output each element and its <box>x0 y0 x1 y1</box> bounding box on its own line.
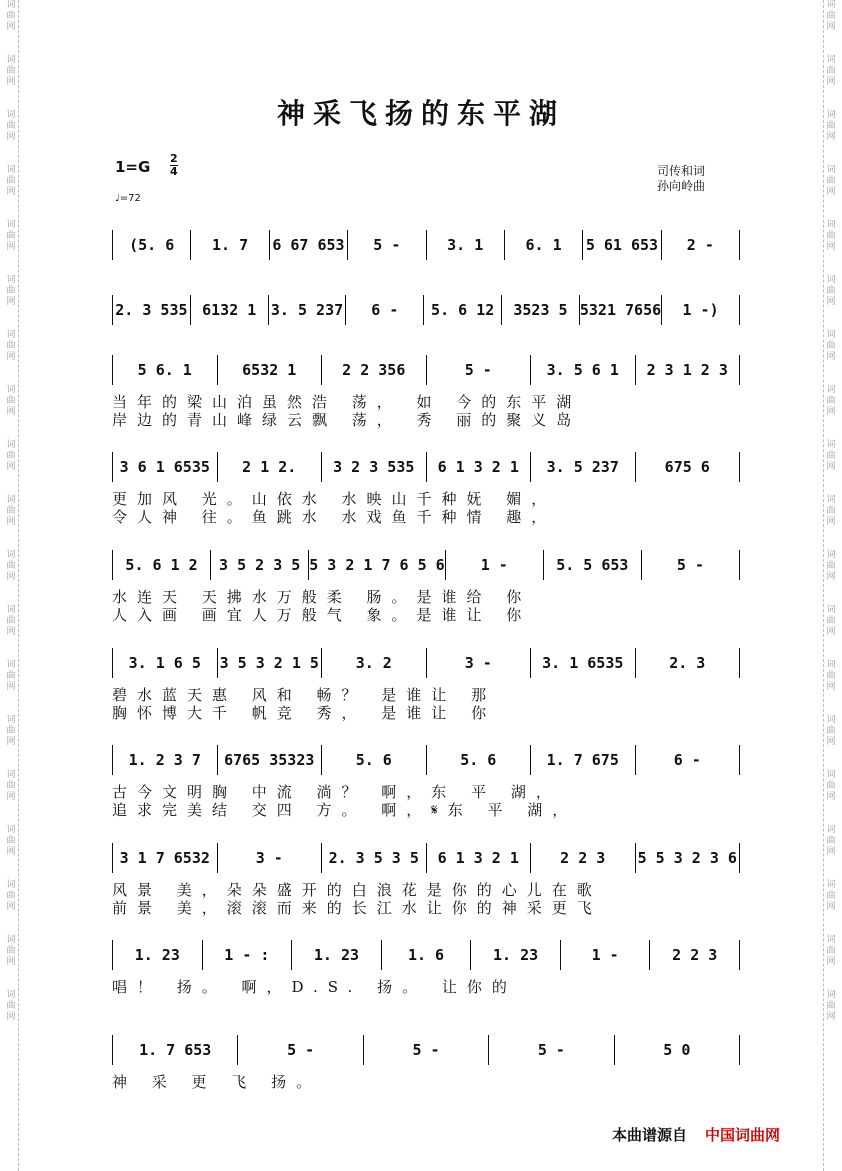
measure: 2 1 2. <box>218 452 323 482</box>
measure: 1. 7 675 <box>531 745 636 775</box>
measure: 2 2 3 <box>531 843 636 873</box>
measure: 6765 35323 <box>218 745 323 775</box>
score-system <box>112 940 740 996</box>
source-label: 本曲谱源自 <box>612 1126 688 1144</box>
measure: 3. 5 237 <box>531 452 636 482</box>
measure: 1. 23 <box>471 940 561 970</box>
measure: 3 6 1 6535 <box>113 452 218 482</box>
lyric-line: 古今文明胸 中流 淌？ 啊，东 平 湖， <box>112 783 561 801</box>
measure: 1. 7 653 <box>113 1035 238 1065</box>
measure: 5 - <box>238 1035 363 1065</box>
notation-row <box>112 355 740 385</box>
measure: 3 5 2 3 5 <box>211 550 309 580</box>
measure: 1. 7 <box>191 230 269 260</box>
measure: 3 2 3 535 <box>322 452 427 482</box>
measure: 3 - <box>427 648 532 678</box>
score-system <box>112 745 740 819</box>
credits <box>657 164 705 194</box>
score-system <box>112 355 740 429</box>
measure: 5 - <box>489 1035 614 1065</box>
score-system <box>112 295 740 325</box>
measure: 6532 1 <box>218 355 323 385</box>
measure: 1 - <box>446 550 544 580</box>
meter-top: 2 <box>170 152 178 165</box>
measure: 2 - <box>686 236 714 254</box>
measure: 6. 1 <box>505 230 583 260</box>
measure: 5 - <box>427 355 532 385</box>
measure: (5. 6 <box>113 230 191 260</box>
measure: 5 3 2 1 7 6 5 6 <box>309 550 445 580</box>
score-system <box>112 452 740 526</box>
measure: 1. 23 <box>113 940 203 970</box>
lyric-line: 人入画 画宜人万般气 象。是谁让 你 <box>112 606 532 624</box>
measure: 5. 5 653 <box>544 550 642 580</box>
notation-row <box>112 940 740 970</box>
score-system <box>112 843 740 917</box>
score-system <box>112 1035 740 1091</box>
score-title: 神采飞扬的东平湖 <box>276 97 565 130</box>
lyric-line: 水连天 天拂水万般柔 肠。是谁给 你 <box>112 588 532 606</box>
measure: 2. 3 535 <box>113 295 191 325</box>
lyric-line: 神 采 更 飞 扬。 <box>112 1073 322 1091</box>
measure: 5321 7656 <box>580 295 662 325</box>
measure: 5. 6 1 2 <box>113 550 211 580</box>
measure: 6 67 653 <box>270 230 348 260</box>
measure: 3. 1 6 5 <box>113 648 218 678</box>
measure: 1 - : <box>203 940 293 970</box>
measure: 3523 5 <box>502 295 580 325</box>
lyric-line: 碧水蓝天惠 风和 畅？ 是谁让 那 <box>112 686 497 704</box>
measure: 2 2 3 <box>672 946 718 964</box>
lyric-line: 胸怀博大千 帆竞 秀， 是谁让 你 <box>112 704 497 722</box>
score-system <box>112 550 740 624</box>
measure: 3. 1 <box>427 230 505 260</box>
lyric-line: 令人神 往。鱼跳水 水戏鱼千种情 趣， <box>112 508 557 526</box>
measure: 1. 2 3 7 <box>113 745 218 775</box>
lyric-line: 更加风 光。山依水 水映山千种妩 媚， <box>112 490 557 508</box>
measure: 5. 6 <box>427 745 532 775</box>
measure: 5 - <box>364 1035 489 1065</box>
tempo-mark: ♩=72 <box>115 193 141 204</box>
measure: 1. 6 <box>382 940 472 970</box>
measure: 6 1 3 2 1 <box>427 452 532 482</box>
measure: 675 6 <box>664 458 710 476</box>
notation-row <box>112 452 740 482</box>
lyric-line: 唱！ 扬。 啊，D.S. 扬。 让你的 <box>112 978 517 996</box>
time-signature <box>170 153 178 178</box>
notation-row <box>112 230 740 260</box>
measure: 3. 5 6 1 <box>531 355 636 385</box>
measure: 5 5 3 2 3 6 <box>637 849 737 867</box>
lyric-line: 岸边的青山峰绿云飘 荡， 秀 丽的聚义岛 <box>112 411 582 429</box>
measure: 3 5 3 2 1 5 <box>218 648 323 678</box>
notation-row <box>112 843 740 873</box>
lyric-line: 风景 美，朵朵盛开的白浪花是你的心儿在歌 <box>112 881 602 899</box>
measure: 2. 3 <box>669 654 706 672</box>
notation-row <box>112 550 740 580</box>
notation-row <box>112 648 740 678</box>
measure: 1 -) <box>682 301 719 319</box>
measure: 6 - <box>673 751 701 769</box>
measure: 3 - <box>218 843 323 873</box>
composer: 孙向岭曲 <box>657 179 706 193</box>
measure: 3. 2 <box>322 648 427 678</box>
notation-row <box>112 745 740 775</box>
notation-row <box>112 295 740 325</box>
measure: 5 - <box>676 556 704 574</box>
watermark-strip-left: 词 曲 网 词 曲 网 词 曲 网 词 曲 网 词 曲 网 词 曲 网 词 曲 网 词 曲 网 词 曲 网 词 曲 网 词 曲 网 词 曲 网 词 曲 网 词 曲 网 词 曲 网 词 曲 网 词 曲 网 词 曲 网 词 曲 网 <box>4 0 19 1171</box>
lyric-line: 追求完美结 交四 方。 啊，𝄋东 平 湖， <box>112 801 578 819</box>
measure: 1 - <box>561 940 651 970</box>
measure: 5. 6 12 <box>424 295 502 325</box>
lyric-line: 当年的梁山泊虽然浩 荡， 如 今的东平湖 <box>112 393 582 411</box>
measure: 6 1 3 2 1 <box>427 843 532 873</box>
measure: 5 6. 1 <box>113 355 218 385</box>
measure: 2 2 356 <box>322 355 427 385</box>
measure: 1. 23 <box>292 940 382 970</box>
meter-bottom: 4 <box>170 165 178 178</box>
measure: 3 1 7 6532 <box>113 843 218 873</box>
score-system <box>112 230 740 260</box>
measure: 3. 1 6535 <box>531 648 636 678</box>
lyricist: 司传和词 <box>657 164 706 178</box>
key-signature: 1=G <box>115 158 151 176</box>
measure: 2 3 1 2 3 <box>646 361 728 379</box>
lyric-line: 前景 美，滚滚而来的长江水让你的神采更飞 <box>112 899 602 917</box>
score-system <box>112 648 740 722</box>
watermark-strip-right: 词 曲 网 词 曲 网 词 曲 网 词 曲 网 词 曲 网 词 曲 网 词 曲 网 词 曲 网 词 曲 网 词 曲 网 词 曲 网 词 曲 网 词 曲 网 词 曲 网 词 曲 网 词 曲 网 词 曲 网 词 曲 网 词 曲 网 <box>823 0 838 1171</box>
source-brand: 中国词曲网 <box>705 1126 781 1144</box>
measure: 5. 6 <box>322 745 427 775</box>
measure: 6132 1 <box>191 295 269 325</box>
source-footer <box>612 1124 780 1145</box>
measure: 3. 5 237 <box>269 295 347 325</box>
measure: 2. 3 5 3 5 <box>322 843 427 873</box>
measure: 5 0 <box>663 1041 691 1059</box>
notation-row <box>112 1035 740 1065</box>
measure: 5 - <box>348 230 426 260</box>
measure: 6 - <box>346 295 424 325</box>
measure: 5 61 653 <box>583 230 661 260</box>
